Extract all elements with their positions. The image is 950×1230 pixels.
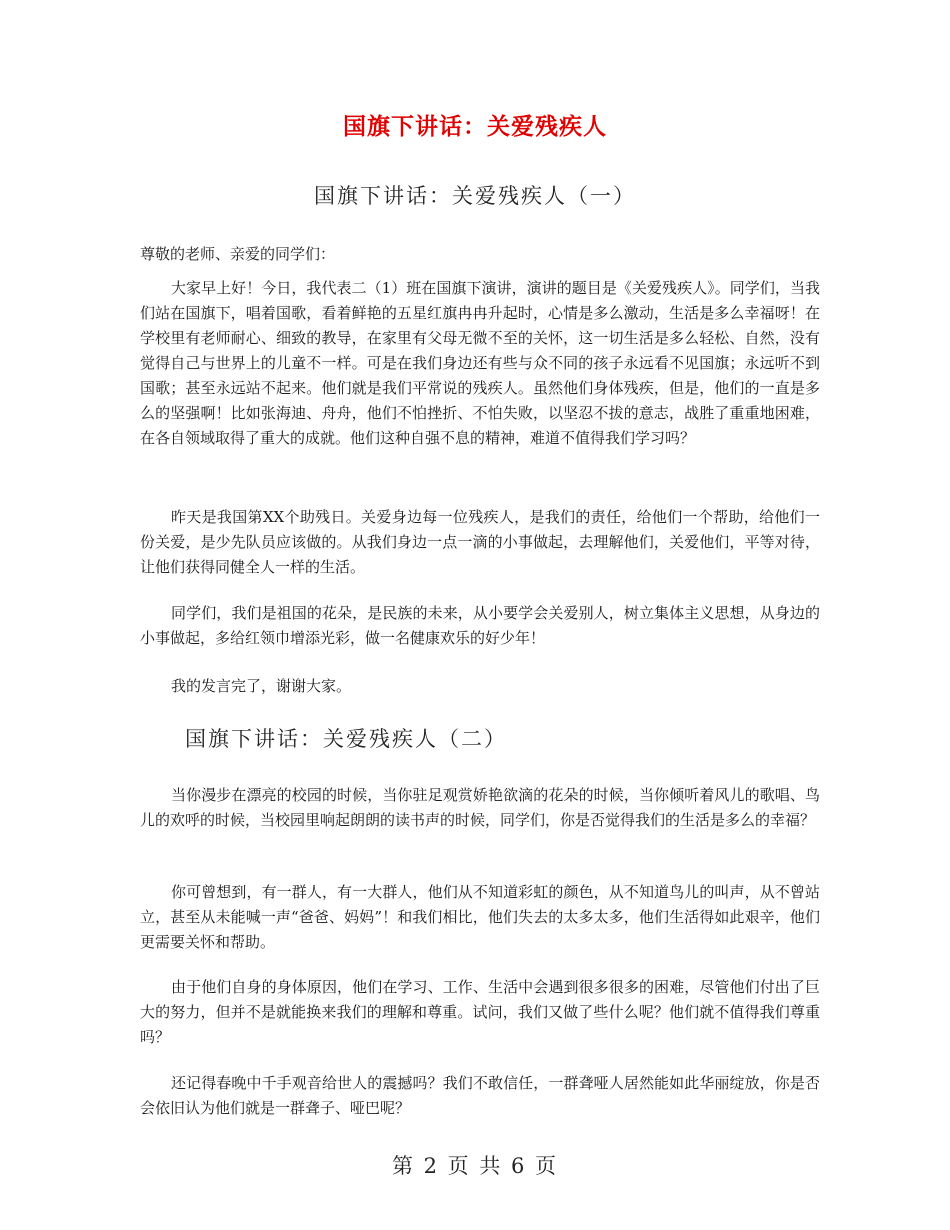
paragraph: 由于他们自身的身体原因，他们在学习、工作、生活中会遇到很多很多的困难，尽管他们付出了巨大的努力，但并不是就能换来我们的理解和尊重。试问，我们又做了些什么呢？他们就不值得我们尊重吗？ xyxy=(140,978,820,1046)
section-1-title: 国旗下讲话：关爱残疾人（一） xyxy=(314,184,636,208)
paragraph: 当你漫步在漂亮的校园的时候，当你驻足观赏娇艳欲滴的花朵的时候，当你倾听着风儿的歌唱、鸟儿的欢呼的时候，当校园里响起朗朗的读书声的时候，同学们，你是否觉得我们的生活是多么的幸福？ xyxy=(140,786,820,829)
paragraph: 同学们，我们是祖国的花朵，是民族的未来，从小要学会关爱别人，树立集体主义思想，从身边的小事做起，多给红领巾增添光彩，做一名健康欢乐的好少年！ xyxy=(140,604,820,647)
section-2-title: 国旗下讲话：关爱残疾人（二） xyxy=(185,727,507,751)
paragraph: 大家早上好！今日，我代表二（1）班在国旗下演讲，演讲的题目是《关爱残疾人》。同学们，当我们站在国旗下，唱着国歌，看着鲜艳的五星红旗冉冉升起时，心情是多么激动，生活是多么幸福呀！在学校里有老师耐心、细致的教导，在家里有父母无微不至的关怀，这一切生活是多么轻松、自然，没有觉得自己与世界上的儿童不一样。可是在我们身边还有些与众不同的孩子永远看不见国旗；永远听不到国歌；甚至永远站不起来。他们就是我们平常说的残疾人。虽然他们身体残疾，但是，他们的一直是多么的坚强啊！比如张海迪、舟舟，他们不怕挫折、不怕失败，以坚忍不拔的意志，战胜了重重地困难，在各自领域取得了重大的成就。他们这种自强不息的精神，难道不值得我们学习吗？ xyxy=(140,279,820,447)
paragraph: 昨天是我国第XX个助残日。关爱身边每一位残疾人，是我们的责任，给他们一个帮助，给他们一份关爱，是少先队员应该做的。从我们身边一点一滴的小事做起，去理解他们，关爱他们，平等对待，让他们获得同健全人一样的生活。 xyxy=(140,508,820,576)
paragraph: 我的发言完了，谢谢大家。 xyxy=(171,677,352,695)
salutation: 尊敬的老师、亲爱的同学们： xyxy=(140,245,336,263)
paragraph: 还记得春晚中千手观音给世人的震撼吗？我们不敢信任，一群聋哑人居然能如此华丽绽放，你是否会依旧认为他们就是一群聋子、哑巴呢？ xyxy=(140,1074,820,1117)
document-title: 国旗下讲话：关爱残疾人 xyxy=(343,114,607,140)
paragraph: 你可曾想到，有一群人，有一大群人，他们从不知道彩虹的颜色，从不知道鸟儿的叫声，从不曾站立，甚至从未能喊一声“爸爸、妈妈”！和我们相比，他们失去的太多太多，他们生活得如此艰辛，他们更需要关怀和帮助。 xyxy=(140,883,820,951)
page-footer: 第 2 页 共 6 页 xyxy=(391,1154,559,1178)
